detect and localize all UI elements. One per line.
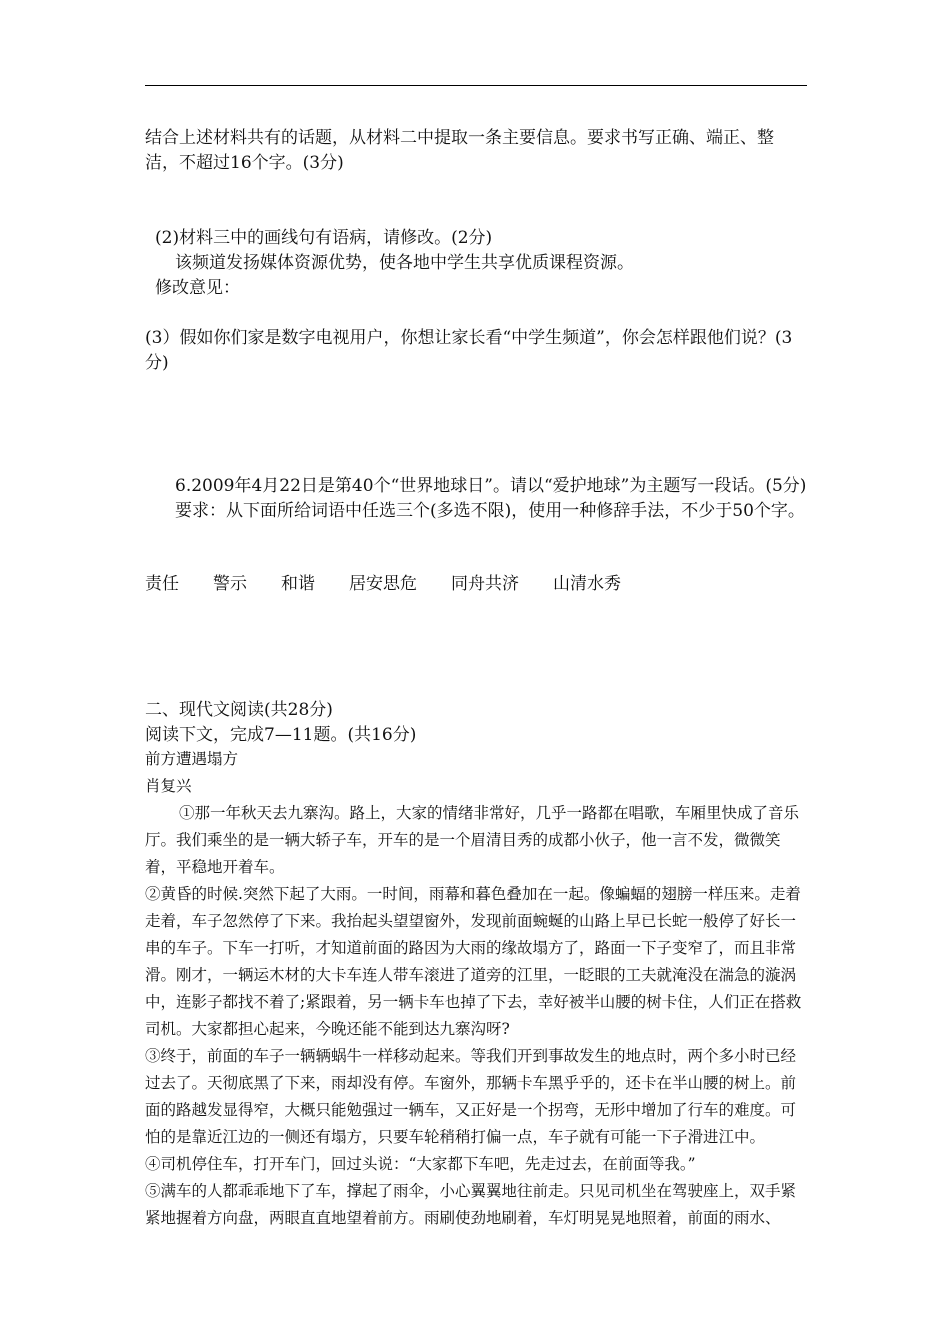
word-item: 居安思危 bbox=[349, 574, 417, 594]
word-item: 警示 bbox=[213, 574, 247, 594]
question-5-2-title: (2)材料三中的画线句有语病，请修改。(2分) bbox=[155, 228, 493, 248]
question-6-requirement: 要求：从下面所给词语中任选三个(多选不限)，使用一种修辞手法，不少于50个字。 bbox=[175, 501, 805, 521]
word-list bbox=[145, 572, 807, 597]
article-paragraph: ③终于，前面的车子一辆辆蜗牛一样移动起来。等我们开到事故发生的地点时，两个多小时已经过去了。天彻底黑了下来，雨却没有停。车窗外，那辆卡车黑乎乎的，还卡在半山腰的树上。前面的路越发显得窄，大概只能勉强过一辆车，又正好是一个拐弯，无形中增加了行车的难度。可怕的是靠近江边的一侧还有塌方，只要车轮稍稍打偏一点，车子就有可能一下子滑进江中。 bbox=[145, 1047, 797, 1146]
article-paragraph: ①那一年秋天去九寨沟。路上，大家的情绪非常好，几乎一路都在唱歌，车厢里快成了音乐厅。我们乘坐的是一辆大轿子车，开车的是一个眉清目秀的成都小伙子，他一言不发，微微笑着，平稳地开着车。 bbox=[145, 804, 800, 876]
article-title: 前方遭遇塌方 bbox=[145, 750, 239, 768]
article-paragraph: ②黄昏的时候.突然下起了大雨。一时间，雨幕和暮色叠加在一起。像蝙蝠的翅膀一样压来。走着走着，车子忽然停了下来。我抬起头望望窗外，发现前面蜿蜒的山路上早已长蛇一般停了好长一串的车子。下车一打听，才知道前面的路因为大雨的缘故塌方了，路面一下子变窄了，而且非常滑。刚才，一辆运木材的大卡车连人带车滚进了道旁的江里，一眨眼的工夫就淹没在湍急的漩涡中，连影子都找不着了;紧跟着，另一辆卡车也掉了下去，幸好被半山腰的树卡住，人们正在搭救司机。大家都担心起来，今晚还能不能到达九寨沟呀? bbox=[145, 885, 802, 1038]
article-paragraph: ④司机停住车，打开车门，回过头说：“大家都下车吧，先走过去，在前面等我。” bbox=[145, 1155, 696, 1173]
article bbox=[145, 746, 807, 1232]
section-2-title: 二、现代文阅读(共28分) bbox=[145, 700, 333, 720]
word-item: 山清水秀 bbox=[553, 574, 621, 594]
word-item: 和谐 bbox=[281, 574, 315, 594]
article-paragraph: ⑤满车的人都乖乖地下了车，撑起了雨伞，小心翼翼地往前走。只见司机坐在驾驶座上，双手紧紧地握着方向盘，两眼直直地望着前方。雨刷使劲地刷着，车灯明晃晃地照着，前面的雨水、 bbox=[145, 1182, 797, 1227]
section-2-header bbox=[145, 698, 807, 748]
section-2-instruction: 阅读下文，完成7—11题。(共16分) bbox=[145, 725, 417, 745]
word-item: 同舟共济 bbox=[451, 574, 519, 594]
question-5-2-prompt: 修改意见： bbox=[155, 278, 240, 298]
article-author: 肖复兴 bbox=[145, 777, 192, 795]
question-5-part-3: (3）假如你们家是数字电视用户，你想让家长看“中学生频道”，你会怎样跟他们说？(3分) bbox=[145, 328, 793, 373]
question-6-title: 6.2009年4月22日是第40个“世界地球日”。请以“爱护地球”为主题写一段话。(5分) bbox=[175, 476, 807, 496]
question-6 bbox=[145, 474, 807, 524]
header-rule bbox=[145, 85, 807, 86]
question-5-2-sentence: 该频道发扬媒体资源优势，使各地中学生共享优质课程资源。 bbox=[175, 253, 634, 273]
question-5-intro: 结合上述材料共有的话题，从材料二中提取一条主要信息。要求书写正确、端正、整洁，不超过16个字。(3分) bbox=[145, 128, 774, 173]
question-5-part-2 bbox=[145, 226, 807, 301]
word-item: 责任 bbox=[145, 574, 179, 594]
